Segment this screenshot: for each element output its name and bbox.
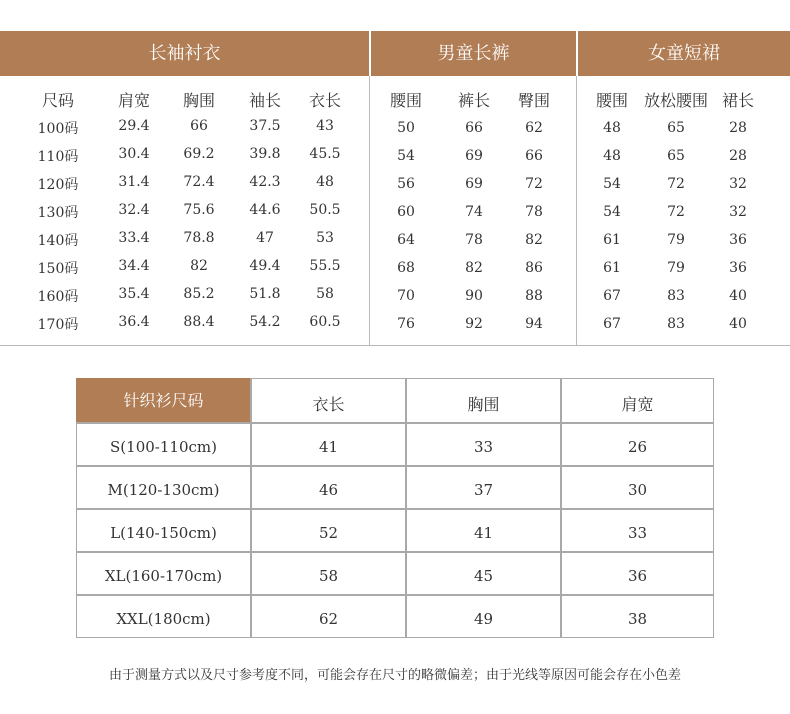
table-cell: 54 xyxy=(603,204,621,220)
size-label-cell: 110码 xyxy=(37,149,79,165)
table-cell: 44.6 xyxy=(249,202,281,218)
table-cell: 78 xyxy=(525,204,543,220)
table-cell: 85.2 xyxy=(183,286,215,302)
table-cell: 43 xyxy=(316,118,334,134)
table-cell: 90 xyxy=(465,288,483,304)
table-cell: 60.5 xyxy=(309,314,341,330)
table-cell: 60 xyxy=(397,204,415,220)
knitwear-table-cell: 49 xyxy=(473,610,494,628)
table-cell: 30.4 xyxy=(118,146,150,162)
table-cell: 36 xyxy=(729,232,747,248)
table-cell: 32 xyxy=(729,204,747,220)
column-header-skirt-waist: 腰围 xyxy=(595,91,628,110)
table-cell: 28 xyxy=(729,148,747,164)
table-cell: 67 xyxy=(603,316,621,332)
table-cell: 92 xyxy=(465,316,483,332)
section-title-skirt: 女童短裙 xyxy=(648,43,720,64)
table-cell: 61 xyxy=(603,260,621,276)
column-header-chest: 胸围 xyxy=(182,91,215,110)
knitwear-header-chest: 胸围 xyxy=(467,395,500,414)
knitwear-row-divider xyxy=(76,465,714,467)
table-cell: 42.3 xyxy=(249,174,281,190)
knitwear-table-cell: 45 xyxy=(473,567,494,585)
table-cell: 76 xyxy=(397,316,415,332)
knitwear-table-cell: 30 xyxy=(627,481,648,499)
table-cell: 66 xyxy=(190,118,208,134)
table-cell: 82 xyxy=(525,232,543,248)
section-title-pants: 男童长裤 xyxy=(437,43,510,64)
knitwear-size-label: XL(160-170cm) xyxy=(104,567,223,585)
table-cell: 72 xyxy=(525,176,543,192)
column-header-skirt-relaxed-waist: 放松腰围 xyxy=(643,91,708,110)
table-cell: 49.4 xyxy=(249,258,281,274)
table-cell: 94 xyxy=(525,316,543,332)
table-cell: 54 xyxy=(397,148,415,164)
table-cell: 45.5 xyxy=(309,146,341,162)
knitwear-size-table xyxy=(76,378,714,638)
table-cell: 88.4 xyxy=(183,314,215,330)
table-cell: 33.4 xyxy=(118,230,150,246)
table-cell: 79 xyxy=(667,260,685,276)
table-cell: 34.4 xyxy=(118,258,150,274)
table-cell: 29.4 xyxy=(118,118,150,134)
knitwear-table-cell: 58 xyxy=(318,567,339,585)
knitwear-table-cell: 62 xyxy=(318,610,339,628)
table-cell: 62 xyxy=(525,120,543,136)
column-header-garment-length: 衣长 xyxy=(308,91,341,110)
size-label-cell: 150码 xyxy=(37,261,79,277)
table-cell: 74 xyxy=(465,204,483,220)
knitwear-table-cell: 41 xyxy=(473,524,494,542)
column-header-size: 尺码 xyxy=(41,91,74,110)
table-cell: 40 xyxy=(729,316,747,332)
table-cell: 36 xyxy=(729,260,747,276)
size-label-cell: 170码 xyxy=(37,317,79,333)
table-cell: 61 xyxy=(603,232,621,248)
size-table-bottom-rule xyxy=(0,345,790,346)
knitwear-table-cell: 52 xyxy=(318,524,339,542)
size-label-cell: 100码 xyxy=(37,121,79,137)
size-label-cell: 130码 xyxy=(37,205,79,221)
table-cell: 54 xyxy=(603,176,621,192)
table-cell: 79 xyxy=(667,232,685,248)
table-cell: 40 xyxy=(729,288,747,304)
knitwear-row-divider xyxy=(76,551,714,553)
table-cell: 48 xyxy=(603,148,621,164)
table-cell: 65 xyxy=(667,120,685,136)
table-cell: 54.2 xyxy=(249,314,281,330)
table-cell: 75.6 xyxy=(183,202,215,218)
table-cell: 69.2 xyxy=(183,146,215,162)
knitwear-table-title: 针织衫尺码 xyxy=(76,378,251,423)
table-cell: 56 xyxy=(397,176,415,192)
knitwear-row-divider xyxy=(76,422,714,424)
column-header-skirt-length: 裙长 xyxy=(721,91,754,110)
table-cell: 31.4 xyxy=(118,174,150,190)
table-cell: 36.4 xyxy=(118,314,150,330)
table-cell: 72.4 xyxy=(183,174,215,190)
table-cell: 32.4 xyxy=(118,202,150,218)
table-cell: 32 xyxy=(729,176,747,192)
knitwear-size-label: L(140-150cm) xyxy=(110,524,217,542)
table-cell: 37.5 xyxy=(249,118,281,134)
table-cell: 58 xyxy=(316,286,334,302)
table-cell: 86 xyxy=(525,260,543,276)
knitwear-row-divider xyxy=(76,594,714,596)
knitwear-table-cell: 38 xyxy=(627,610,648,628)
knitwear-size-label: XXL(180cm) xyxy=(116,610,211,628)
table-cell: 50.5 xyxy=(309,202,341,218)
table-cell: 66 xyxy=(465,120,483,136)
knitwear-table-cell: 36 xyxy=(627,567,648,585)
table-cell: 67 xyxy=(603,288,621,304)
table-cell: 88 xyxy=(525,288,543,304)
table-cell: 78.8 xyxy=(183,230,215,246)
table-cell: 69 xyxy=(465,176,483,192)
section-divider-line xyxy=(369,76,370,346)
table-cell: 68 xyxy=(397,260,415,276)
knitwear-table-cell: 26 xyxy=(627,438,648,456)
column-header-shoulder-width: 肩宽 xyxy=(117,91,150,110)
table-cell: 65 xyxy=(667,148,685,164)
table-cell: 64 xyxy=(397,232,415,248)
table-cell: 50 xyxy=(397,120,415,136)
knitwear-size-label: M(120-130cm) xyxy=(107,481,220,499)
knitwear-header-length: 衣长 xyxy=(312,395,345,414)
table-cell: 48 xyxy=(603,120,621,136)
knitwear-table-cell: 46 xyxy=(318,481,339,499)
table-cell: 66 xyxy=(525,148,543,164)
measurement-disclaimer: 由于测量方式以及尺寸参考度不同，可能会存在尺寸的略微偏差；由于光线等原因可能会存在小色差 xyxy=(108,668,681,683)
column-header-sleeve-length: 袖长 xyxy=(248,91,281,110)
table-cell: 72 xyxy=(667,176,685,192)
section-divider-line xyxy=(576,76,577,346)
table-cell: 82 xyxy=(465,260,483,276)
table-cell: 83 xyxy=(667,288,685,304)
section-title-shirt: 长袖衬衣 xyxy=(148,43,221,64)
table-cell: 72 xyxy=(667,204,685,220)
table-cell: 39.8 xyxy=(249,146,281,162)
size-label-cell: 120码 xyxy=(37,177,79,193)
column-header-pants-waist: 腰围 xyxy=(389,91,422,110)
table-cell: 53 xyxy=(316,230,334,246)
size-label-cell: 160码 xyxy=(37,289,79,305)
column-header-hip: 臀围 xyxy=(517,91,550,110)
table-cell: 51.8 xyxy=(249,286,281,302)
knitwear-header-shoulder: 肩宽 xyxy=(621,395,654,414)
table-cell: 83 xyxy=(667,316,685,332)
table-cell: 78 xyxy=(465,232,483,248)
size-label-cell: 140码 xyxy=(37,233,79,249)
table-cell: 70 xyxy=(397,288,415,304)
knitwear-size-label: S(100-110cm) xyxy=(110,438,217,456)
table-cell: 28 xyxy=(729,120,747,136)
table-cell: 55.5 xyxy=(309,258,341,274)
table-cell: 48 xyxy=(316,174,334,190)
table-cell: 82 xyxy=(190,258,208,274)
knitwear-table-cell: 37 xyxy=(473,481,494,499)
column-header-pants-length: 裤长 xyxy=(457,91,490,110)
knitwear-table-cell: 33 xyxy=(627,524,648,542)
table-cell: 69 xyxy=(465,148,483,164)
size-table-header-bar xyxy=(0,31,790,76)
table-cell: 47 xyxy=(256,230,274,246)
knitwear-table-cell: 33 xyxy=(473,438,494,456)
knitwear-table-cell: 41 xyxy=(318,438,339,456)
table-cell: 35.4 xyxy=(118,286,150,302)
knitwear-row-divider xyxy=(76,508,714,510)
